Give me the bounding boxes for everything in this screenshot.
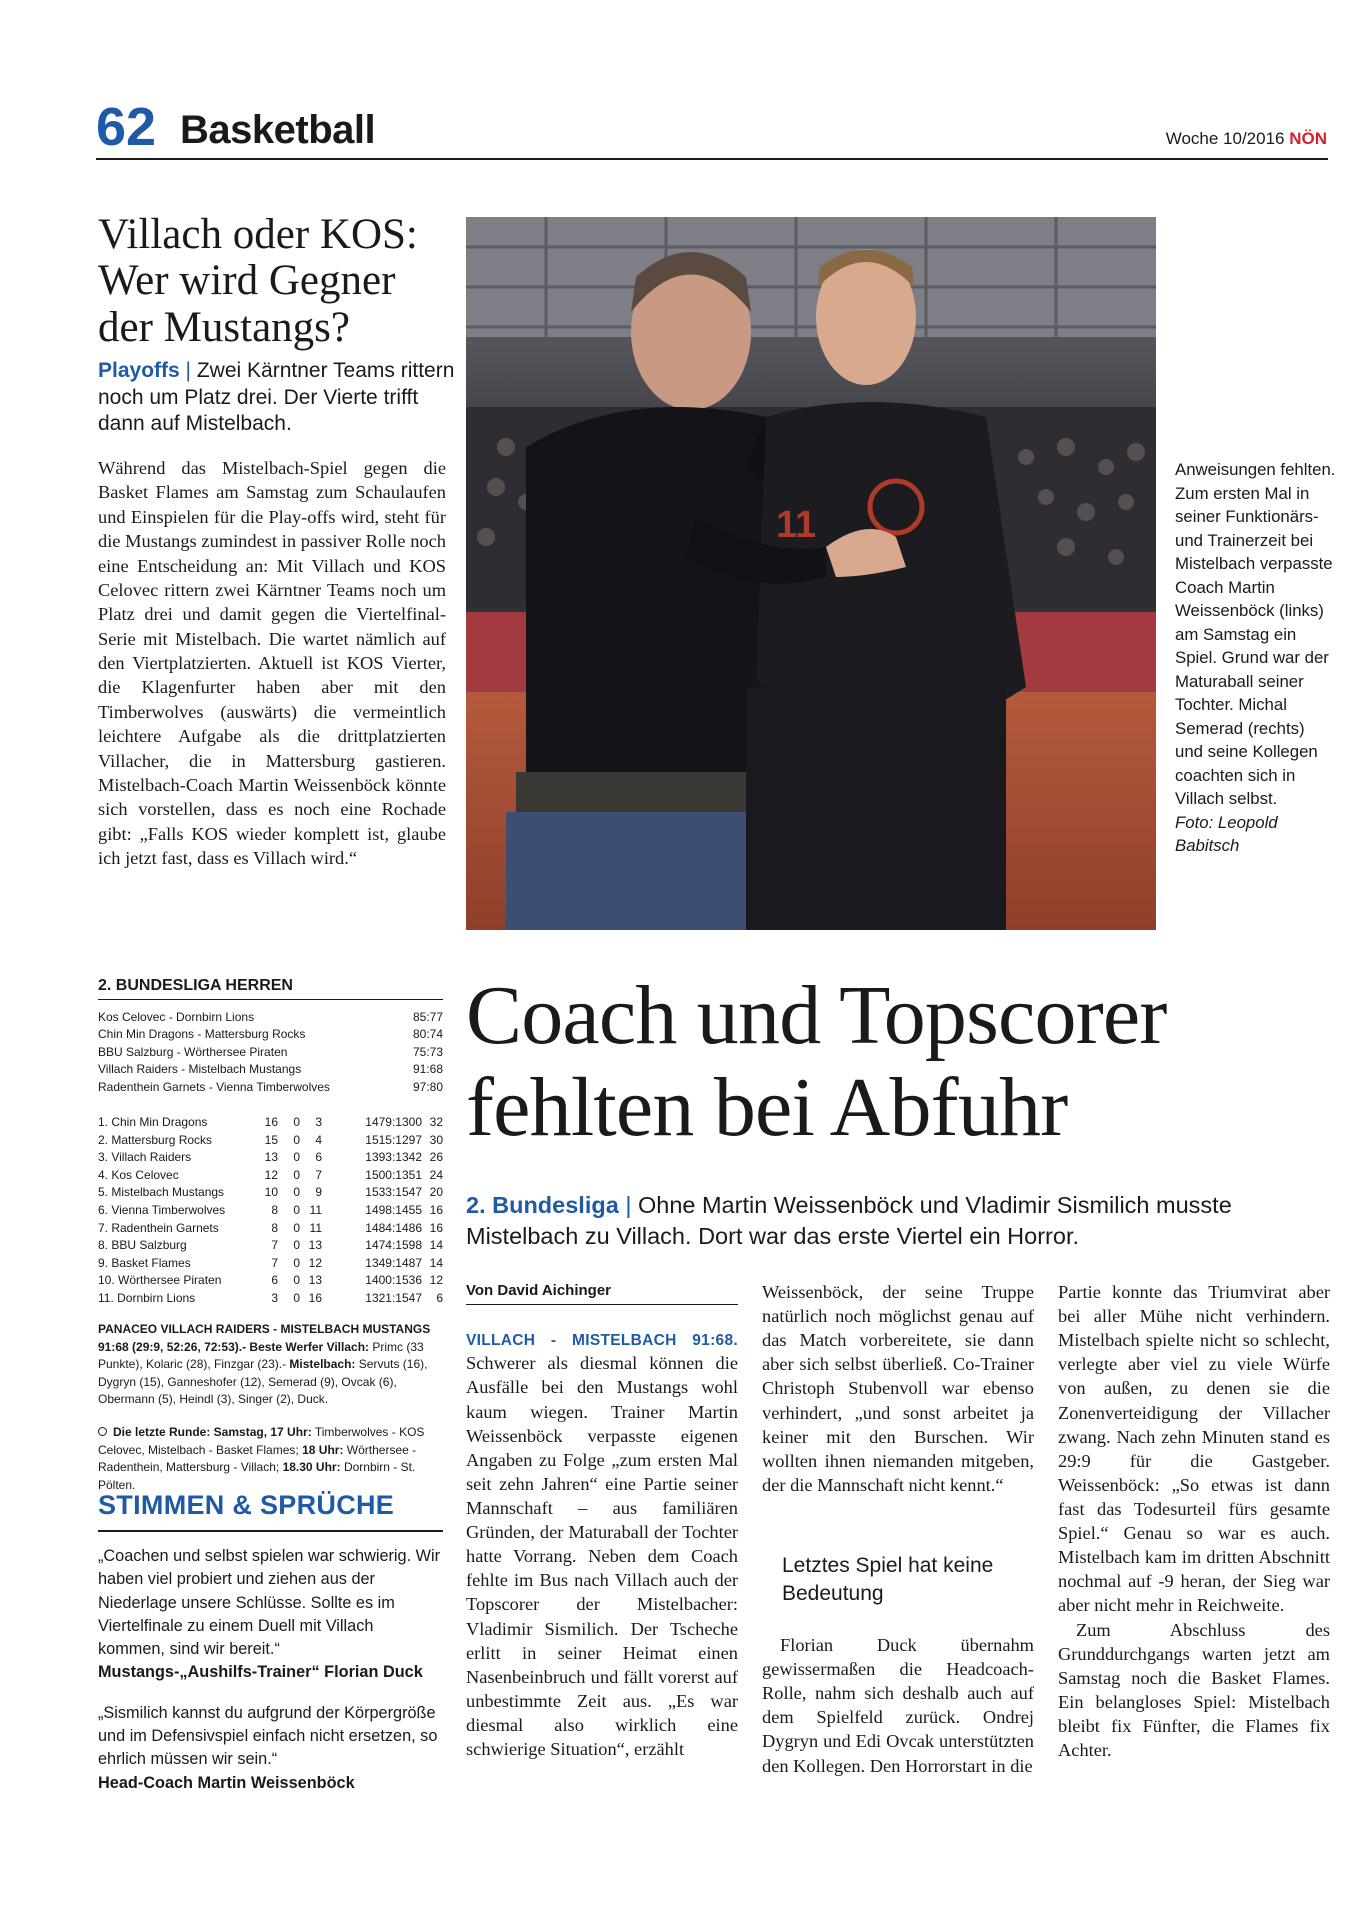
result-row: [98, 1044, 443, 1061]
top-headline-line: Wer wird Gegner: [98, 257, 396, 305]
standings-losses: 4: [315, 1132, 322, 1147]
result-score: 97:80: [412, 1079, 443, 1094]
match-report-villach: Primc (33 Punkte), Kolaric (28), Finzgar (23).-: [98, 1339, 424, 1372]
standings-team: 8. BBU Salzburg: [98, 1238, 187, 1253]
photo-caption: [1175, 458, 1337, 858]
standings-points-diff: 1479:1300: [365, 1115, 422, 1129]
standings-points: 14: [429, 1255, 443, 1270]
standings-wins: 8: [271, 1220, 278, 1235]
standings-team: 10. Wörthersee Piraten: [98, 1273, 222, 1288]
quote-item: [98, 1702, 443, 1795]
standings-team: 5. Mistelbach Mustangs: [98, 1185, 225, 1200]
result-row: [98, 1009, 443, 1026]
main-article-lead: [466, 1190, 1336, 1251]
standings-wins: 7: [271, 1238, 278, 1253]
standings-team: 2. Mattersburg Rocks: [98, 1132, 213, 1147]
last-round-17: Timberwolves - KOS Celovec, Mistelbach - Basket Flames;: [98, 1425, 425, 1457]
standings-row: [98, 1149, 443, 1167]
standings-draws: 0: [293, 1255, 300, 1270]
last-round-1830-label: 18.30 Uhr:: [282, 1460, 341, 1475]
standings-wins: 6: [271, 1273, 278, 1288]
standings-row: [98, 1167, 443, 1185]
result-row: [98, 1061, 443, 1078]
standings-wins: 12: [264, 1167, 278, 1182]
standings-losses: 16: [308, 1290, 322, 1305]
last-round-18: Wörthersee - Radenthein, Mattersburg - Villach;: [98, 1442, 417, 1475]
result-score: 75:73: [412, 1044, 443, 1059]
standings-points: 26: [429, 1150, 443, 1165]
article-photo: [466, 217, 1156, 930]
standings-wins: 8: [271, 1202, 278, 1217]
standings-points-diff: 1515:1297: [365, 1132, 422, 1147]
standings-losses: 3: [315, 1115, 322, 1129]
standings-draws: 0: [293, 1185, 300, 1200]
standings-points: 32: [429, 1115, 443, 1129]
main-headline-line: Coach und Topscorer: [466, 969, 1167, 1062]
standings-points: 24: [429, 1167, 443, 1182]
league-title: 2. BUNDESLIGA HERREN: [98, 977, 293, 994]
standings-losses: 11: [309, 1220, 322, 1235]
quote-author: Mustangs-„Aushilfs-Trainer“ Florian Duck: [98, 1663, 423, 1682]
standings-row: [98, 1202, 443, 1220]
byline: Von David Aichinger: [466, 1282, 612, 1299]
quotes-title: STIMMEN & SPRÜCHE: [98, 1490, 395, 1520]
standings-team: 6. Vienna Timberwolves: [98, 1202, 226, 1217]
main-headline-line: fehlten bei Abfuhr: [466, 1060, 1068, 1154]
standings-points-diff: 1393:1342: [365, 1150, 422, 1165]
standings-draws: 0: [293, 1150, 300, 1165]
bullet-circle-icon: [98, 1427, 107, 1436]
standings-points-diff: 1474:1598: [365, 1238, 422, 1253]
standings-draws: 0: [293, 1132, 300, 1147]
standings-row: [98, 1272, 443, 1290]
photo-illustration: [466, 217, 1156, 930]
column-3-paragraph: Partie konnte das Triumvirat aber bei aller Mühe nicht verhindern. Mistelbach spielte nicht so schlecht, verlegte aber viel zu viele Würfe von außen, zu denen sie die Zonenverteidigung der Villacher zwang. Nach zehn Minuten stand es 29:9 für die Gastgeber. Weissenböck: „So etwas ist dann fast das Todesurteil fürs gesamte Spiel.“ Genau so war es auch. Mistelbach kam im dritten Abschnitt nochmal auf -9 heran, der Sieg war aber nicht mehr in Reichweite.: [1058, 1282, 1330, 1616]
header-rule: [96, 158, 1328, 160]
standings-wins: 13: [264, 1150, 278, 1165]
last-round-1830: Dornbirn - St. Pölten.: [98, 1460, 416, 1492]
last-round-schedule: [98, 1424, 443, 1494]
quote-item: [98, 1545, 443, 1685]
kicker-divider: |: [625, 1192, 632, 1218]
standings-row: [98, 1237, 443, 1255]
result-row: [98, 1079, 443, 1096]
league-rule: [98, 999, 443, 1000]
match-report-mistelbach-label: Mistelbach:: [289, 1357, 356, 1372]
photo-credit: Foto: Leopold Babitsch: [1175, 812, 1278, 856]
top-article-body: Während das Mistelbach-Spiel gegen die Basket Flames am Samstag zum Schaulaufen und Einspielen für die Play-offs wird, steht für die Mustangs zumindest in passiver Rolle noch eine Entscheidung an: Mit Villach und KOS Celovec rittern zwei Kärntner Teams noch um Platz drei und damit gegen die Viertelfinal-Serie mit Mistelbach. Die wartet nämlich auf den Viertplatzierten. Aktuell ist KOS Vierter, die Klagenfurter haben aber mit den Timberwolves (auswärts) die vermeintlich leichtere Aufgabe als die drittplatzierten Villacher, die in Mattersburg gastieren. Mistelbach-Coach Martin Weissenböck könnte sich vorstellen, dass es noch eine Rochade gibt: „Falls KOS wieder komplett ist, glaube ich jetzt fast, dass es Villach wird.“: [98, 458, 446, 868]
standings-losses: 7: [315, 1167, 322, 1182]
standings-losses: 12: [308, 1255, 322, 1270]
standings-points-diff: 1321:1547: [365, 1290, 422, 1305]
edition-week: Woche 10/2016: [1165, 129, 1285, 148]
standings-team: 9. Basket Flames: [98, 1255, 191, 1270]
quotes-list: [98, 1545, 443, 1812]
standings-points-diff: 1500:1351: [365, 1167, 422, 1182]
result-match: Villach Raiders - Mistelbach Mustangs: [98, 1062, 302, 1077]
match-report-score: 91:68 (29:9, 52:26, 72:53).- Beste Werfer Villach:: [98, 1339, 370, 1354]
match-report: [98, 1321, 443, 1409]
standings-points-diff: 1533:1547: [365, 1185, 422, 1200]
standings-row: [98, 1220, 443, 1238]
standings-row: [98, 1255, 443, 1273]
standings-points: 16: [429, 1220, 443, 1235]
match-report-heading: PANACEO VILLACH RAIDERS - MISTELBACH MUSTANGS: [98, 1322, 431, 1336]
byline-rule: [466, 1304, 738, 1305]
standings-points-diff: 1400:1536: [365, 1273, 422, 1288]
results-list: [98, 1009, 443, 1096]
result-match: Kos Celovec - Dornbirn Lions: [98, 1010, 255, 1024]
article-column-2: Weissenböck, der seine Truppe natürlich noch möglichst genau auf das Match vorbereitete, sie dann aber sich selbst überließ. Co-Trainer Christoph Stubenvoll war ebenso verhindert, „und sonst arbeitet ja keiner mit den Burschen. Wir wollten ihnen niemanden mitgeben, der die Mannschaft nicht kennt.“: [762, 1282, 1034, 1495]
article-column-1: [466, 1327, 738, 1761]
standings-team: 7. Radenthein Garnets: [98, 1220, 219, 1235]
dateline: VILLACH - MISTELBACH 91:68.: [466, 1332, 738, 1349]
top-article-kicker: Playoffs: [98, 359, 180, 382]
article-subhead: Letztes Spiel hat keine Bedeutung: [782, 1554, 994, 1605]
top-headline-line: Villach oder KOS:: [98, 211, 418, 258]
standings-team: 4. Kos Celovec: [98, 1167, 179, 1182]
main-article-lead-text: Ohne Martin Weissenböck und Vladimir Sismilich musste Mistelbach zu Villach. Dort war das erste Viertel ein Horror.: [466, 1192, 1232, 1249]
top-headline-line: der Mustangs?: [98, 303, 350, 351]
result-match: Chin Min Dragons - Mattersburg Rocks: [98, 1027, 306, 1042]
result-match: Radenthein Garnets - Vienna Timberwolves: [98, 1079, 330, 1094]
standings-points: 6: [436, 1290, 443, 1305]
article-column-2-continued: Florian Duck übernahm gewissermaßen die Headcoach-Rolle, nahm sich deshalb auch auf dem Spielfeld zurück. Ondrej Dygryn und Edi Ovcak unterstützten den Kollegen. Den Horrorstart in die: [762, 1635, 1034, 1776]
standings-points-diff: 1498:1455: [365, 1202, 422, 1217]
standings-losses: 13: [308, 1273, 322, 1288]
standings-points-diff: 1349:1487: [365, 1255, 422, 1270]
standings-points: 16: [429, 1202, 443, 1217]
standings-draws: 0: [293, 1167, 300, 1182]
kicker-divider: |: [185, 359, 192, 382]
standings-losses: 6: [315, 1150, 322, 1165]
top-article-lead-text: Zwei Kärntner Teams rittern noch um Platz drei. Der Vierte trifft dann auf Mistelbach.: [98, 359, 455, 436]
standings-points-diff: 1484:1486: [365, 1220, 422, 1235]
last-round-label: Die letzte Runde: Samstag, 17 Uhr:: [113, 1425, 312, 1439]
jersey-number: 11: [776, 504, 817, 546]
standings-points: 30: [429, 1132, 443, 1147]
main-headline: [466, 970, 1346, 1153]
standings-row: [98, 1114, 443, 1132]
quote-text: „Coachen und selbst spielen war schwierig. Wir haben viel probiert und ziehen aus der Niederlage unsere Schlüsse. Sollte es im Viertelfinale zu einem Duell mit Villach kommen, sind wir bereit.“: [98, 1547, 441, 1659]
standings-losses: 11: [309, 1202, 322, 1217]
standings-draws: 0: [293, 1290, 300, 1305]
standings-points: 20: [429, 1185, 443, 1200]
article-column-3: [1058, 1280, 1330, 1762]
standings-team: 3. Villach Raiders: [98, 1150, 192, 1165]
standings-row: [98, 1290, 443, 1308]
quote-text: „Sismilich kannst du aufgrund der Körpergröße und im Defensivspiel einfach nicht ersetzen, so ehrlich müssen wir sein.“: [98, 1703, 438, 1769]
standings-draws: 0: [293, 1273, 300, 1288]
standings-wins: 3: [271, 1290, 278, 1305]
standings-draws: 0: [293, 1115, 300, 1129]
standings-draws: 0: [293, 1202, 300, 1217]
standings-team: 11. Dornbirn Lions: [98, 1290, 196, 1305]
page-number: 62: [96, 97, 157, 157]
section-title: Basketball: [180, 108, 376, 152]
last-round-18-label: 18 Uhr:: [302, 1442, 344, 1457]
column-1-text: Schwerer als diesmal können die Ausfälle bei den Mustangs wohl kaum wiegen. Trainer Martin Weissenböck verpasste eigenen Angaben zu Folge „zum ersten Mal seit zehn Jahren“ eine Partie seiner Mannschaft – aus familiären Gründen, der Maturaball der Tochter hatte Vorrang. Neben dem Coach fehlte im Bus nach Villach auch der Topscorer der Mistelbacher: Vladimir Sismilich. Der Tscheche erlitt in seiner Heimat einen Nasenbeinbruch und fällt vorerst auf unbestimmte Zeit aus. „Es war diesmal also wirklich eine schwierige Situation“, erzählt: [466, 1353, 738, 1760]
result-score: 91:68: [412, 1062, 443, 1077]
standings-wins: 16: [264, 1115, 278, 1129]
quote-author: Head-Coach Martin Weissenböck: [98, 1773, 355, 1792]
result-score: 80:74: [412, 1027, 443, 1042]
top-article-headline: [98, 212, 458, 351]
standings-points: 12: [429, 1273, 443, 1288]
result-row: [98, 1026, 443, 1043]
standings-table: [98, 1114, 443, 1308]
top-article-lead: [98, 358, 458, 438]
caption-text: Anweisungen fehlten. Zum ersten Mal in seiner Funktionärs- und Trainerzeit bei Mistelbach verpasste Coach Martin Weissenböck (links) am Samstag ein Spiel. Grund war der Maturaball seiner Tochter. Michal Semerad (rechts) und seine Kollegen coachten sich in Villach selbst.: [1175, 460, 1336, 809]
standings-team: 1. Chin Min Dragons: [98, 1115, 208, 1129]
standings-row: [98, 1184, 443, 1202]
edition-info: [1166, 130, 1327, 147]
result-match: BBU Salzburg - Wörthersee Piraten: [98, 1044, 288, 1059]
result-score: 85:77: [412, 1010, 443, 1024]
column-3-paragraph: Zum Abschluss des Grunddurchgangs warten jetzt am Samstag noch die Basket Flames. Ein belangloses Spiel: Mistelbach bleibt fix Fünfter, die Flames fix Achter.: [1058, 1619, 1330, 1761]
standings-wins: 15: [264, 1132, 278, 1147]
standings-losses: 9: [315, 1185, 322, 1200]
quotes-rule: [98, 1530, 443, 1532]
standings-points: 14: [429, 1238, 443, 1253]
standings-draws: 0: [293, 1238, 300, 1253]
standings-row: [98, 1132, 443, 1150]
main-article-kicker: 2. Bundesliga: [466, 1192, 619, 1218]
brand-logo: NÖN: [1289, 129, 1327, 148]
standings-losses: 13: [308, 1238, 322, 1253]
standings-wins: 10: [264, 1185, 278, 1200]
match-report-mistelbach: Servuts (16), Dygryn (15), Ganneshofer (12), Semerad (9), Ovcak (6), Obermann (5), Heindl (3), Singer (2), Duck.: [98, 1357, 428, 1407]
standings-draws: 0: [293, 1220, 300, 1235]
standings-wins: 7: [271, 1255, 278, 1270]
